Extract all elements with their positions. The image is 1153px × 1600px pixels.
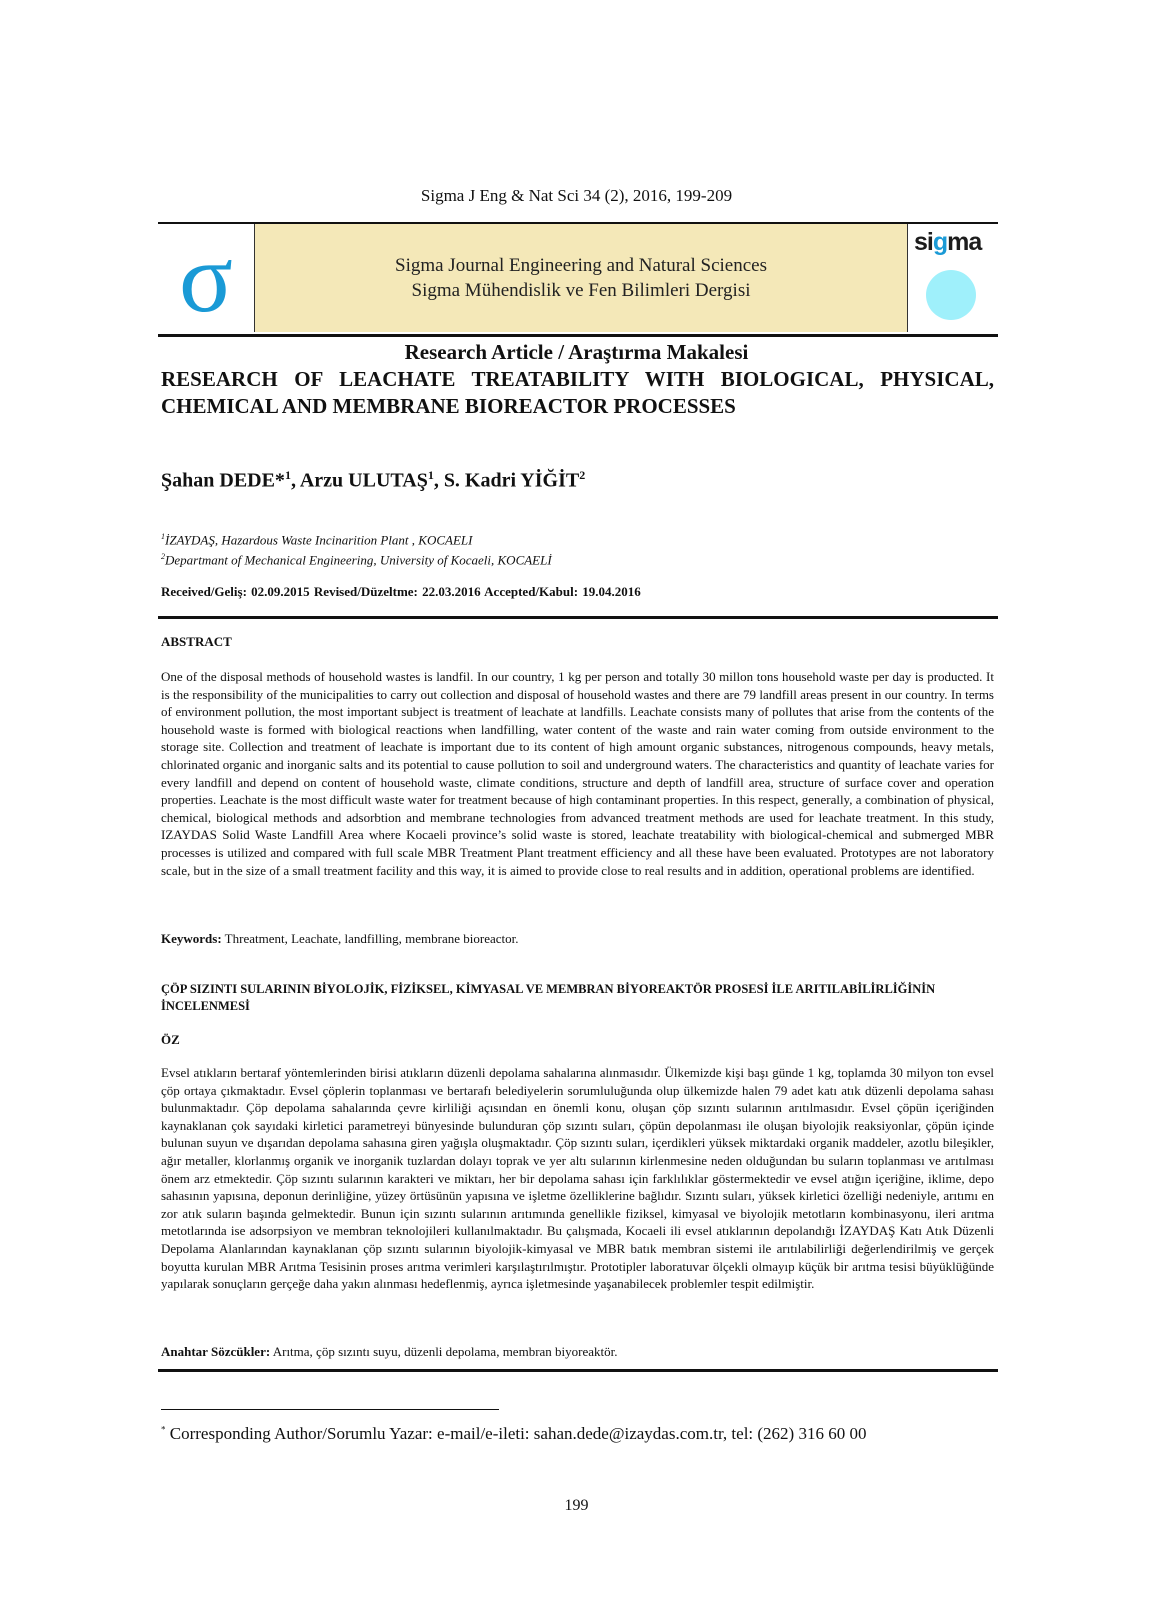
oz-heading: ÖZ [161,1032,180,1047]
abstract-text: One of the disposal methods of household wastes is landfil. In our country, 1 kg per person and totally 30 millon tons household waste per day is producted. It is the responsibility of the municipalities to carry out collection and disposal of household wastes and there are 79 landfill areas present in our country. In terms of environment pollution, the most important subject is treatment of leachate at landfills. Leachate consists many of pollutes that arise from the contents of the household waste is formed with biological reactions when landfilling, water content of the waste and rain water coming from outside environment to the storage site. Collection and treatment of leachate is important due to its content of high amount organic substances, nitrogenous compounds, heavy metals, chlorinated organic and inorganic salts and its potential to cause pollution to soil and underground waters. The characteristics and quantity of leachate varies for every landfill and depend on content of household waste, climate conditions, structure and depth of landfill area, structure of surface cover and operation properties. Leachate is the most difficult waste water for treatment because of high contaminant properties. In this respect, generally, a combination of physical, chemical, biological methods and adsorbtion and membrane technologies from advanced treatment methods are used for leachate treatment. In this study, IZAYDAS Solid Waste Landfill Area where Kocaeli province’s solid waste is stored, leachate treatability with biological-chemical and submerged MBR processes is utilized and compared with full scale MBR Treatment Plant treatment efficiency and all these have been evaluated. Prototypes are not laboratory scale, but in the size of a small treatment facility and this way, it is aimed to provide close to real results and in addition, operational problems are identified. [161,669,994,878]
keywords-label: Keywords: [161,931,222,946]
divider [158,1369,998,1372]
turkish-keywords [161,1343,994,1360]
keywords [161,930,994,947]
divider [158,616,998,619]
author-affil-mark: 1 [427,468,434,482]
affiliation-mark: 2 [161,552,165,562]
author-name: Şahan DEDE* [161,469,285,492]
turkish-keywords-label: Anahtar Sözcükler: [161,1344,271,1359]
affiliation-mark: 1 [161,532,165,541]
affiliation-line [161,528,552,548]
author-separator: , [433,469,444,492]
paper-title: RESEARCH OF LEACHATE TREATABILITY WITH BIOLOGICAL, PHYSICAL, CHEMICAL AND MEMBRANE BIOREACTOR PROCESSES [161,367,994,418]
journal-name-turkish: Sigma Mühendislik ve Fen Bilimleri Dergisi [411,280,751,301]
turkish-title: ÇÖP SIZINTI SULARININ BİYOLOJİK, FİZİKSEL, KİMYASAL VE MEMBRAN BİYOREAKTÖR PROSESİ İLE ARITILABİLİRLİĞİNİN İNCELENMESİ [161,982,936,1013]
page-number: 199 [564,1497,589,1514]
affiliations [161,528,552,569]
turkish-keywords-text: Arıtma, çöp sızıntı suyu, düzenli depolama, membran biyoreaktör. [270,1344,618,1359]
affiliation-line [161,548,552,568]
article-type: Research Article / Araştırma Makalesi [404,340,749,364]
submission-dates: Received/Geliş: 02.09.2015 Revised/Düzeltme: 22.03.2016 Accepted/Kabul: 19.04.2016 [161,584,641,599]
keywords-text: Threatment, Leachate, landfilling, membrane bioreactor. [221,931,519,946]
journal-name-english: Sigma Journal Engineering and Natural Sciences [395,255,767,276]
logo-part-1: si [914,228,933,256]
author-affil-mark: 2 [579,468,586,482]
author-affil-mark: 1 [284,468,291,482]
sigma-wordmark-logo [914,228,981,257]
journal-masthead [158,222,998,337]
circle-dot-icon [926,270,976,320]
author-name: Arzu ULUTAŞ [299,469,428,492]
sigma-symbol-logo: σ [179,222,233,333]
journal-citation: Sigma J Eng & Nat Sci 34 (2), 2016, 199-209 [420,186,733,205]
oz-text: Evsel atıkların bertaraf yöntemlerinden birisi atıkların düzenli depolama sahalarına alınmasıdır. Ülkemizde kişi başı günde 1 kg, toplamda 30 milyon ton evsel çöp ortaya çıkmaktadır. Evsel çöplerin toplanması ve bertarafı belediyelerin sorumluluğunda olup ülkemizde halen 79 adet katı atık düzenli depolama sahası bulunmaktadır. Çöp depolama sahalarında çevre kirliliği açısından en önemli konu, oluşan çöp sızıntı sularının arıtılmasıdır. Evsel çöpün içeriğinden kaynaklanan çok sayıdaki kirletici parametreyi bünyesinde bulunduran çöp sızıntı suları, çöpün depolanması ile oluşan biyolojik reaksiyonlar, çöpün içinde bulunan suyun ve dışarıdan depolama sahasına giren yağışla oluşmaktadır. Çöp sızıntı suları, içerdikleri yüksek miktardaki organik maddeler, azotlu bileşikler, ağır metaller, klorlanmış organik ve inorganik tuzlardan dolayı toprak ve yer altı sularının kirlenmesine neden olduğundan bu suların toplanması ve arıtılması önem arz etmektedir. Çöp sızıntı sularının karakteri ve miktarı, her bir depolama sahası için farklılıklar göstermektedir ve evsel atığın içeriğine, iklime, depo sahasının yapısına, deponun derinliğine, yüzey örtüsünün yapısına ve işletme özelliklerine bağlıdır. Sızıntı suları, yüksek kirletici özelliği nedeniyle, arıtımı en zor atık suların başında gelmektedir. Bunun için sızıntı sularının arıtımında genellikle fiziksel, kimyasal ve biyolojik metotların kombinasyonu, ileri arıtma metotlarında ise adsorpsiyon ve membran teknolojileri kullanılmaktadır. Bu çalışmada, Kocaeli ili evsel atıklarının depolandığı İZAYDAŞ Katı Atık Düzenli Depolama Alanlarından kaynaklanan çöp sızıntı sularının biyolojik-kimyasal ve MBR batık membran sistemi ile arıtılabilirliği değerlendirilmiş ve gerçek boyutta kurulan MBR Arıtma Tesisinin proses arıtma verimleri karşılaştırılmıştır. Prototipler laboratuvar ölçekli olmayıp küçük bir arıtma tesisi büyüklüğünde yapılarak sonuçların gerçeğe daha yakın alınması hedeflenmiş, ayrıca işletmesinde yaşanabilecek problemler tespit edilmiştir. [161,1065,994,1292]
abstract-heading: ABSTRACT [161,634,232,649]
affiliation-text: İZAYDAŞ, Hazardous Waste Incinarition Plant , KOCAELI [165,532,473,548]
author-separator: , [290,469,300,492]
sigma-logo-block [908,224,998,332]
affiliation-text: Departmant of Mechanical Engineering, University of Kocaeli, KOCAELİ [165,552,552,568]
footnote-mark: * [161,1424,166,1435]
masthead-journal-names [254,224,908,332]
logo-part-3: ma [947,228,982,256]
corresponding-author-footnote [161,1424,866,1444]
footnote-rule [161,1409,499,1410]
footnote-text: Corresponding Author/Sorumlu Yazar: e-mail/e-ileti: sahan.dede@izaydas.com.tr, tel: (262) 316 60 00 [165,1424,867,1443]
author-list [161,468,585,493]
author-name: S. Kadri YİĞİT [443,469,580,492]
logo-part-2: g [932,228,948,256]
